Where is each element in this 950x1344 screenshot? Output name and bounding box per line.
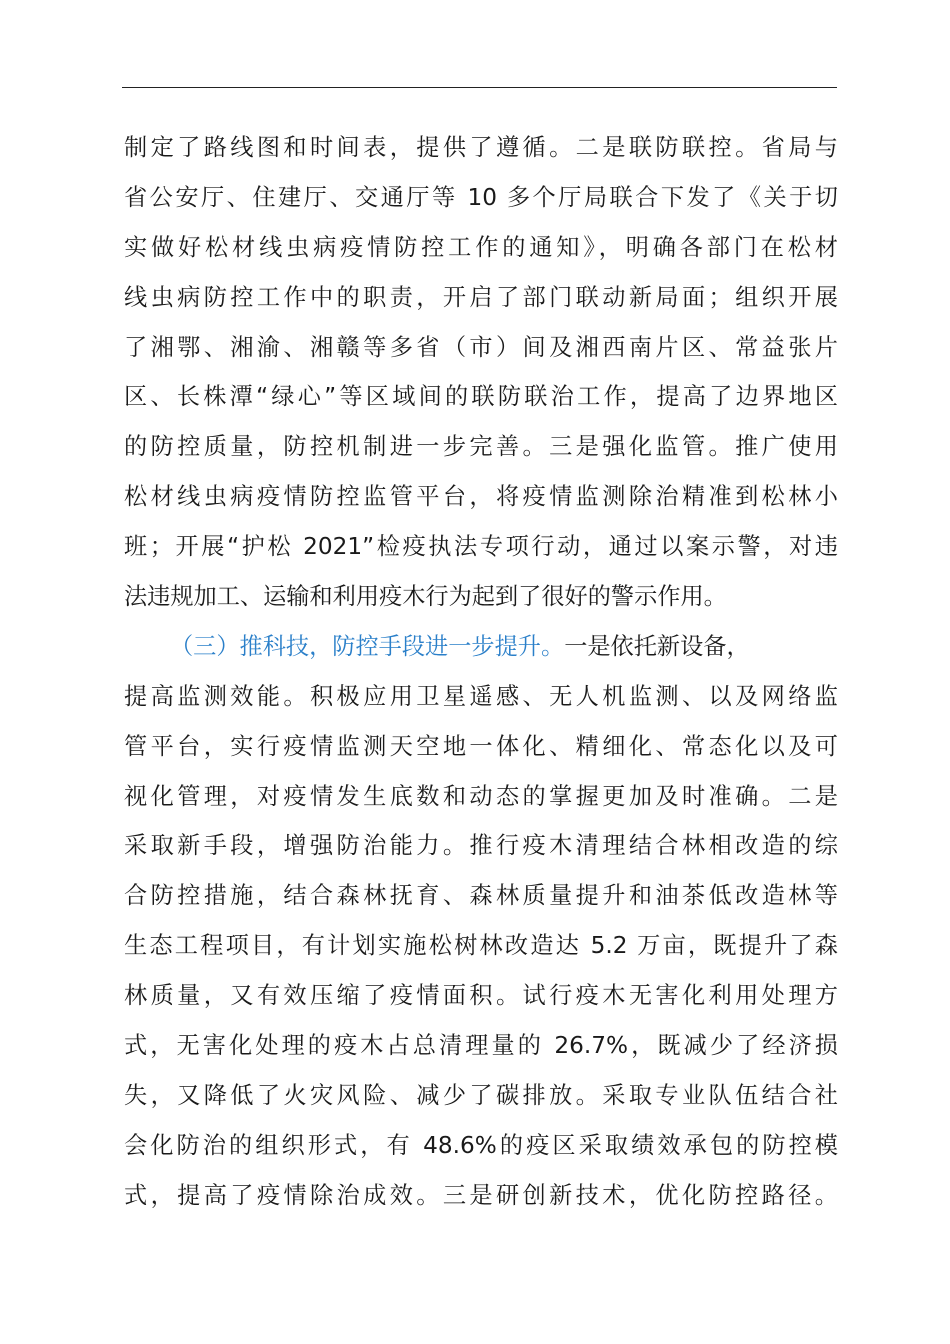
text-line: 制定了路线图和时间表，提供了遵循。二是联防联控。省局与 xyxy=(124,134,838,161)
text-line: 生态工程项目，有计划实施松树林改造达 5.2 万亩，既提升了森 xyxy=(124,932,838,960)
section-heading-rest: 一是依托新设备， xyxy=(564,632,750,660)
text-line: 实做好松材线虫病疫情防控工作的通知》，明确各部门在松材 xyxy=(124,233,838,261)
text-line: 班；开展“护松 2021”检疫执法专项行动，通过以案示警，对违 xyxy=(124,533,838,561)
text-line: 区、长株潭“绿心”等区域间的联防联治工作，提高了边界地区 xyxy=(124,383,838,411)
text-line: 采取新手段，增强防治能力。推行疫木清理结合林相改造的综 xyxy=(124,832,838,860)
text-line: 林质量，又有效压缩了疫情面积。试行疫木无害化利用处理方 xyxy=(124,982,838,1010)
text-line: 提高监测效能。积极应用卫星遥感、无人机监测、以及网络监 xyxy=(124,682,838,710)
text-line: 视化管理，对疫情发生底数和动态的掌握更加及时准确。二是 xyxy=(124,782,838,810)
text-line: 的防控质量，防控机制进一步完善。三是强化监管。推广使用 xyxy=(124,433,838,461)
text-line: 线虫病防控工作中的职责，开启了部门联动新局面；组织开展 xyxy=(124,283,838,311)
text-line: 失，又降低了火灾风险、减少了碳排放。采取专业队伍结合社 xyxy=(124,1081,838,1109)
section-heading-line xyxy=(124,622,838,672)
header-rule xyxy=(122,87,837,88)
text-line: 省公安厅、住建厅、交通厅等 10 多个厅局联合下发了《关于切 xyxy=(124,183,838,211)
text-line: 松材线虫病疫情防控监管平台，将疫情监测除治精准到松林小 xyxy=(124,483,838,511)
section-heading: （三）推科技，防控手段进一步提升。 xyxy=(170,632,565,660)
text-line: 法违规加工、运输和利用疫木行为起到了很好的警示作用。 xyxy=(124,583,727,611)
text-line: 会化防治的组织形式，有 48.6%的疫区采取绩效承包的防控模 xyxy=(124,1131,838,1159)
text-line: 合防控措施，结合森林抚育、森林质量提升和油茶低改造林等 xyxy=(124,882,838,910)
text-line: 式，提高了疫情除治成效。三是研创新技术，优化防控路径。 xyxy=(124,1181,838,1209)
text-line: 式，无害化处理的疫木占总清理量的 26.7%，既减少了经济损 xyxy=(124,1032,838,1060)
document-body xyxy=(124,123,838,1221)
text-line: 了湘鄂、湘渝、湘赣等多省（市）间及湘西南片区、常益张片 xyxy=(124,333,838,361)
text-line: 管平台，实行疫情监测天空地一体化、精细化、常态化以及可 xyxy=(124,732,838,760)
